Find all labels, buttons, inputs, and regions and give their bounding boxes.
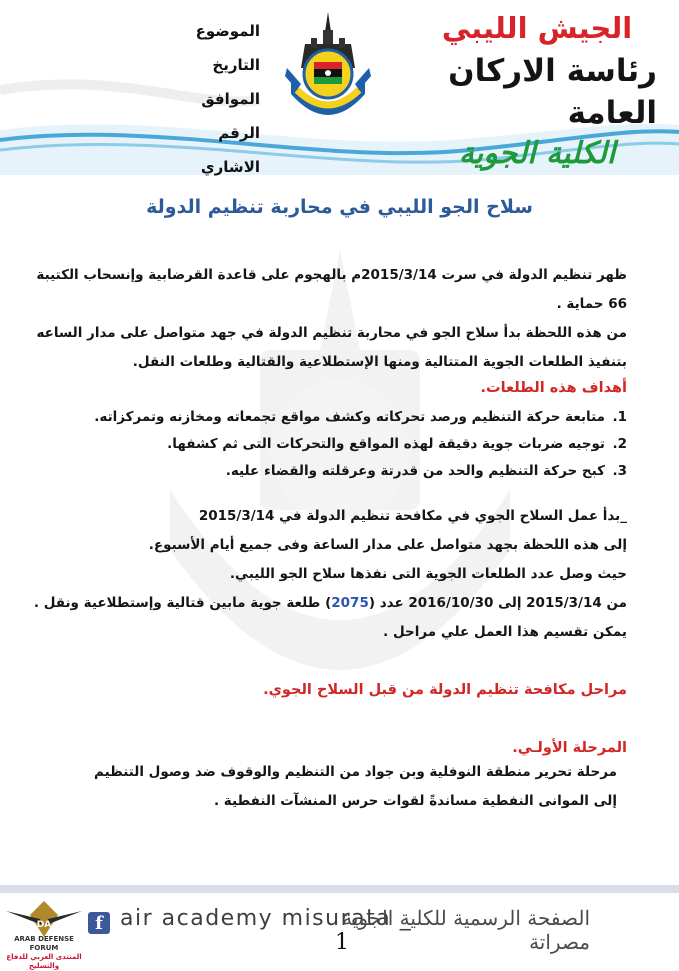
sorties-count: 2075 — [331, 595, 369, 611]
footer-page-name-arabic: الصفحة الرسمية للكلية الجوية مصراتة — [342, 906, 590, 954]
sorties-suffix: ) طلعة جوية مابين قتالية وإستطلاعية ونقل . — [33, 595, 332, 611]
phase-one-line: إلى الموانى النفطية مساندةً لقوات حرس المنشآت النفطية . — [213, 793, 617, 809]
reference-fields — [160, 14, 260, 184]
forum-caption — [6, 935, 82, 971]
goal-number: 2. — [612, 436, 627, 452]
phase-one-line: مرحلة تحرير منطقة النوفلية وبن جواد من التنظيم والوقوف ضد وصول التنظيم — [94, 764, 617, 780]
letterhead — [0, 0, 679, 175]
corresponding-date-field-label: الموافق — [201, 90, 260, 108]
phase-one-heading: المرحلة الأولـي. — [512, 740, 627, 756]
goal-number: 1. — [612, 409, 627, 425]
goal-text: متابعة حركة التنظيم ورصد تحركاته وكشف مواقع تجمعاته ومخازنه وتمركزاته. — [94, 409, 605, 425]
facebook-icon: f — [88, 912, 110, 934]
phase-one-section — [27, 740, 627, 816]
goal-item — [27, 404, 627, 431]
date-field-label: التاريخ — [212, 56, 260, 74]
air-college-emblem-icon — [283, 10, 373, 128]
goal-text: كبح حركة التنظيم والحد من قدرتة وعرقلته والقضاء عليه. — [225, 463, 605, 479]
goals-section — [27, 380, 627, 485]
letterhead-titles — [417, 8, 657, 174]
goal-text: توجيه ضربات جوية دقيقة لهذه المواقع والتحركات التى ثم كشفها. — [167, 436, 605, 452]
intro-line: من هذه اللحظة بدأ سلاح الجو في محاربة تنظيم الدولة في جهد متواصل على مدار الساعه — [36, 325, 627, 341]
phases-heading: مراحل مكافحة تنظيم الدولة من قبل السلاح الجوي. — [263, 682, 627, 698]
goal-number: 3. — [612, 463, 627, 479]
air-college-name: الكلية الجوية — [458, 136, 616, 171]
goals-heading: أهداف هذه الطلعات. — [480, 380, 627, 396]
body-line: _بدأ عمل السلاح الجوي في مكافحة تنظيم الدولة في 2015/3/14 — [198, 508, 627, 524]
forum-name-en: ARAB DEFENSE FORUM — [14, 935, 74, 952]
army-name: الجيش الليبي — [441, 11, 633, 45]
goal-item — [27, 458, 627, 485]
intro-paragraph — [27, 261, 627, 377]
intro-line: بتنفيذ الطلعات الجوية المتتالية ومنها الإستطلاعية والقتالية وطلعات النقل. — [132, 354, 627, 370]
footer-page-name-english: air academy misurata _ — [120, 906, 413, 931]
phases-intro-line: يمكن تقسيم هذا العمل علي مراحل . — [383, 624, 627, 640]
page-number: 1 — [335, 930, 349, 955]
body-line: إلى هذه اللحظة بجهد متواصل على مدار الساعة وفى جميع أيام الأسبوع. — [148, 537, 627, 553]
reference-number-field-label: الرقم الاشاري — [200, 124, 260, 176]
body-line: حيث وصل عدد الطلعات الجوية التى نفذها سلاح الجو الليبي. — [229, 566, 627, 582]
intro-line: ظهر تنظيم الدولة في سرت 2015/3/14م بالهجوم على قاعدة القرضابية وإنسحاب الكتيبة 66 حماية . — [36, 267, 627, 312]
sorties-prefix: من 2015/3/14 إلى 2016/10/30 عدد ( — [368, 595, 627, 611]
footer-divider — [0, 885, 679, 893]
sorties-line — [27, 589, 627, 618]
general-staff-name: رئاسة الاركان العامة — [448, 53, 657, 131]
operations-paragraph — [27, 502, 627, 647]
phases-heading-block — [27, 682, 627, 698]
document-title: سلاح الجو الليبي في محاربة تنظيم الدولة — [146, 196, 533, 218]
subject-field-label: الموضوع — [195, 22, 260, 40]
forum-name-ar: المنتدى العربي للدفاع والتسليح — [6, 953, 82, 970]
goal-item — [27, 431, 627, 458]
forum-mark: DA — [36, 920, 52, 930]
